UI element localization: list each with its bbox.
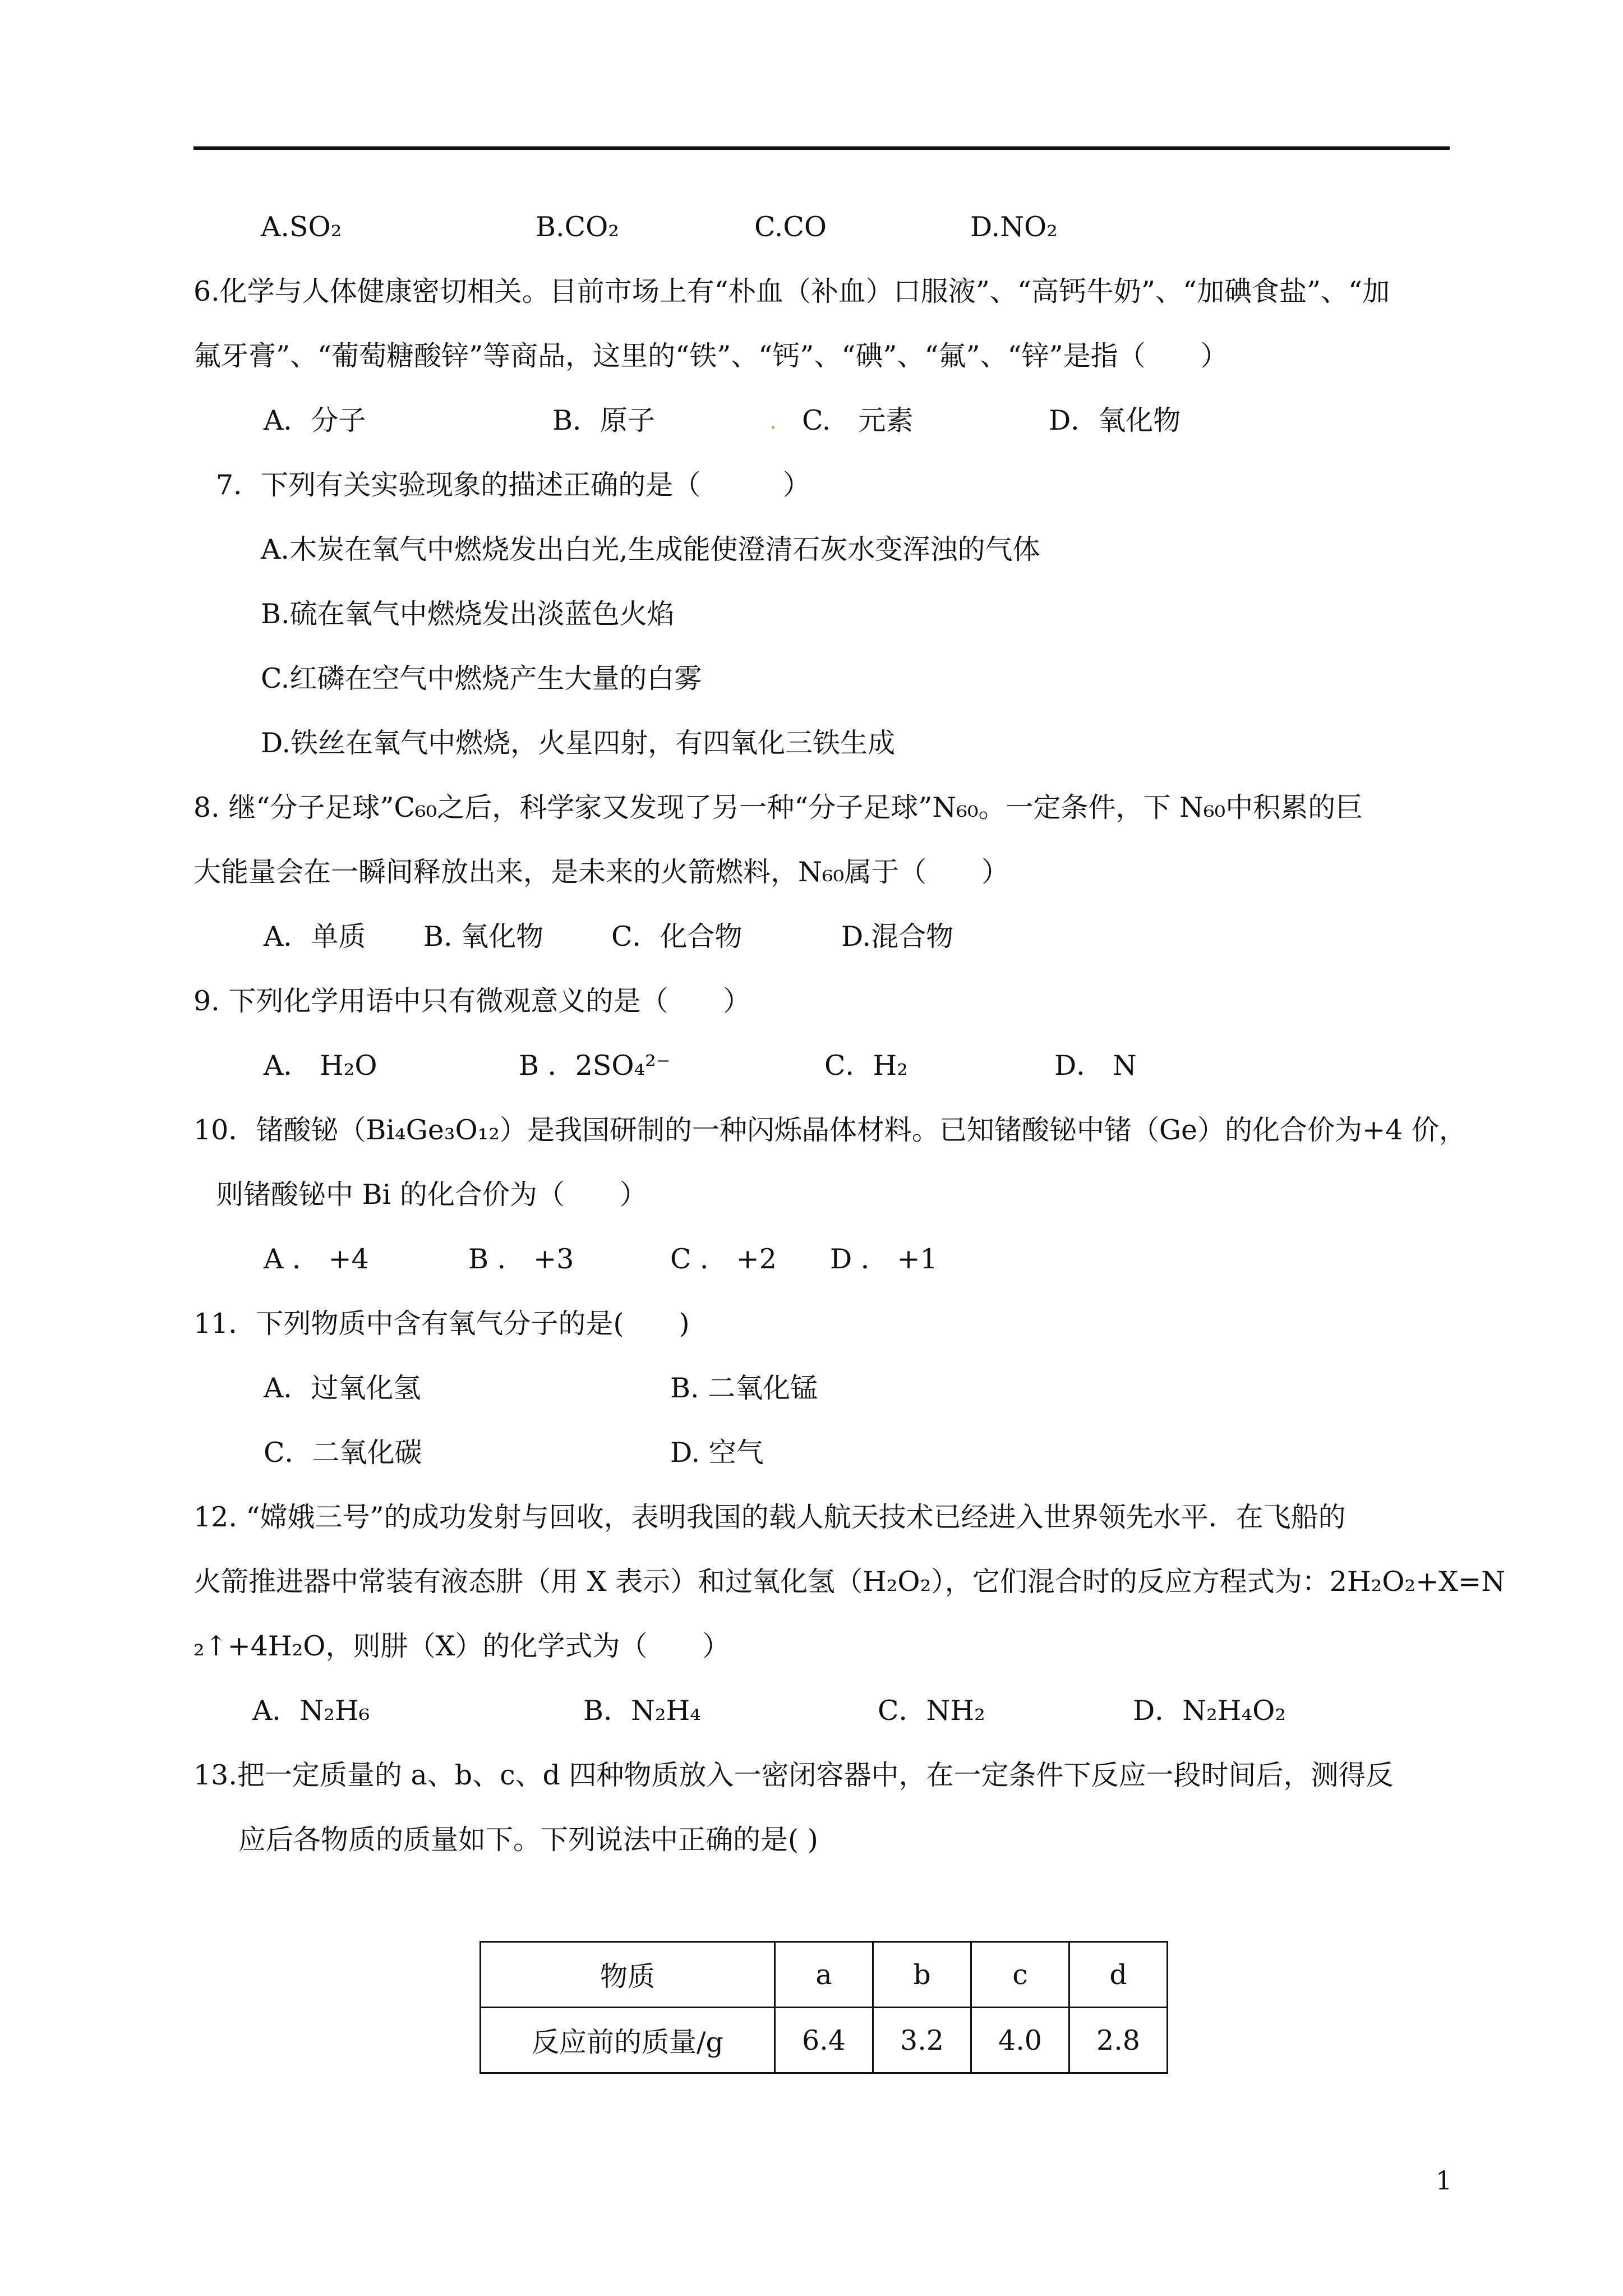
table-header-cell: d <box>1069 1942 1168 2008</box>
q6-option-d: D．氧化物 <box>1049 404 1181 436</box>
q10-option-b: B ． +3 <box>468 1243 574 1275</box>
q11-option-c: C．二氧化碳 <box>264 1437 422 1469</box>
q8-stem-line2: 大能量会在一瞬间释放出来，是未来的火箭燃料，N₆₀属于（ ） <box>193 856 1009 888</box>
q10-option-d: D ． +1 <box>830 1243 938 1275</box>
q5-option-a: A.SO₂ <box>261 211 342 243</box>
q12-option-d: D．N₂H₄O₂ <box>1133 1695 1286 1727</box>
q6-option-a: A．分子 <box>264 404 366 436</box>
q5-option-d: D.NO₂ <box>970 211 1058 243</box>
q7-option-c: C.红磷在空气中燃烧产生大量的白雾 <box>261 662 702 694</box>
q13-stem-line2: 应后各物质的质量如下。下列说法中正确的是( ) <box>238 1824 818 1856</box>
q5-option-c: C.CO <box>754 211 827 243</box>
q9-option-d: D． N <box>1054 1050 1137 1082</box>
q8-option-a: A．单质 <box>264 921 366 953</box>
q8-option-d: D.混合物 <box>841 921 954 953</box>
page-number: 1 <box>1436 2165 1453 2196</box>
table-cell: 3.2 <box>873 2008 971 2073</box>
q9-option-b: B ．2SO₄²⁻ <box>519 1050 671 1082</box>
q10-stem-line2: 则锗酸铋中 Bi 的化合价为（ ） <box>216 1179 647 1211</box>
q12-stem-line1: 12. “嫦娥三号”的成功发射与回收，表明我国的载人航天技术已经进入世界领先水平．在飞船的 <box>193 1501 1346 1533</box>
table-cell: 2.8 <box>1069 2008 1168 2073</box>
q6-option-b: B．原子 <box>552 404 656 436</box>
table-cell: 6.4 <box>775 2008 873 2073</box>
table-header-cell: 物质 <box>481 1942 775 2008</box>
q8-stem-line1: 8. 继“分子足球”C₆₀之后，科学家又发现了另一种“分子足球”N₆₀。一定条件，下 N₆₀中积累的巨 <box>193 792 1363 823</box>
stray-dot: . <box>769 408 777 434</box>
q8-option-b: B. 氧化物 <box>423 921 544 953</box>
q13-stem-line1: 13.把一定质量的 a、b、c、d 四种物质放入一密闭容器中，在一定条件下反应一段时间后，测得反 <box>193 1759 1394 1791</box>
q5-option-b: B.CO₂ <box>536 211 619 243</box>
q9-stem: 9. 下列化学用语中只有微观意义的是（ ） <box>193 985 751 1017</box>
q12-option-b: B．N₂H₄ <box>583 1695 701 1727</box>
q9-option-c: C．H₂ <box>824 1050 908 1082</box>
q7-option-d: D.铁丝在氧气中燃烧，火星四射，有四氧化三铁生成 <box>261 727 896 759</box>
q6-stem-line2: 氟牙膏”、“葡萄糖酸锌”等商品，这里的“铁”、“钙”、“碘”、“氟”、“锌”是指（ ） <box>193 340 1228 372</box>
q12-option-a: A．N₂H₆ <box>252 1695 370 1727</box>
table-header-cell: b <box>873 1942 971 2008</box>
table-row <box>481 2008 1168 2073</box>
q9-option-a: A． H₂O <box>264 1050 377 1082</box>
header-rule <box>193 146 1450 150</box>
q10-option-c: C ． +2 <box>670 1243 777 1275</box>
q8-option-c: C．化合物 <box>611 921 743 953</box>
q6-stem-line1: 6.化学与人体健康密切相关。目前市场上有“朴血（补血）口服液”、“高钙牛奶”、“加碘食盐”、“加 <box>193 275 1390 307</box>
q7-option-b: B.硫在氧气中燃烧发出淡蓝色火焰 <box>261 598 675 630</box>
q12-stem-line2: 火箭推进器中常装有液态肼（用 X 表示）和过氧化氢（H₂O₂），它们混合时的反应方程式为：2H₂O₂+X=N <box>193 1566 1505 1598</box>
q7-stem: 7．下列有关实验现象的描述正确的是（ ） <box>216 469 811 501</box>
table-header-row <box>481 1942 1168 2008</box>
q11-option-a: A．过氧化氢 <box>264 1372 421 1404</box>
q10-option-a: A ． +4 <box>264 1243 369 1275</box>
q7-option-a: A.木炭在氧气中燃烧发出白光,生成能使澄清石灰水变浑浊的气体 <box>261 533 1040 565</box>
table-cell: 反应前的质量/g <box>481 2008 775 2073</box>
q11-stem: 11．下列物质中含有氧气分子的是( ) <box>193 1308 690 1340</box>
q12-stem-line3: ₂↑+4H₂O，则肼（X）的化学式为（ ） <box>193 1630 730 1662</box>
q11-option-b: B. 二氧化锰 <box>670 1372 818 1404</box>
q11-option-d: D. 空气 <box>670 1437 764 1469</box>
table-header-cell: c <box>971 1942 1069 2008</box>
table-cell: 4.0 <box>971 2008 1069 2073</box>
q6-option-c: C. 元素 <box>802 404 914 436</box>
q12-option-c: C．NH₂ <box>878 1695 985 1727</box>
mass-table <box>479 1941 1168 2074</box>
q10-stem-line1: 10．锗酸铋（Bi₄Ge₃O₁₂）是我国研制的一种闪烁晶体材料。已知锗酸铋中锗（Ge）的化合价为+4 价， <box>193 1114 1467 1146</box>
table-header-cell: a <box>775 1942 873 2008</box>
